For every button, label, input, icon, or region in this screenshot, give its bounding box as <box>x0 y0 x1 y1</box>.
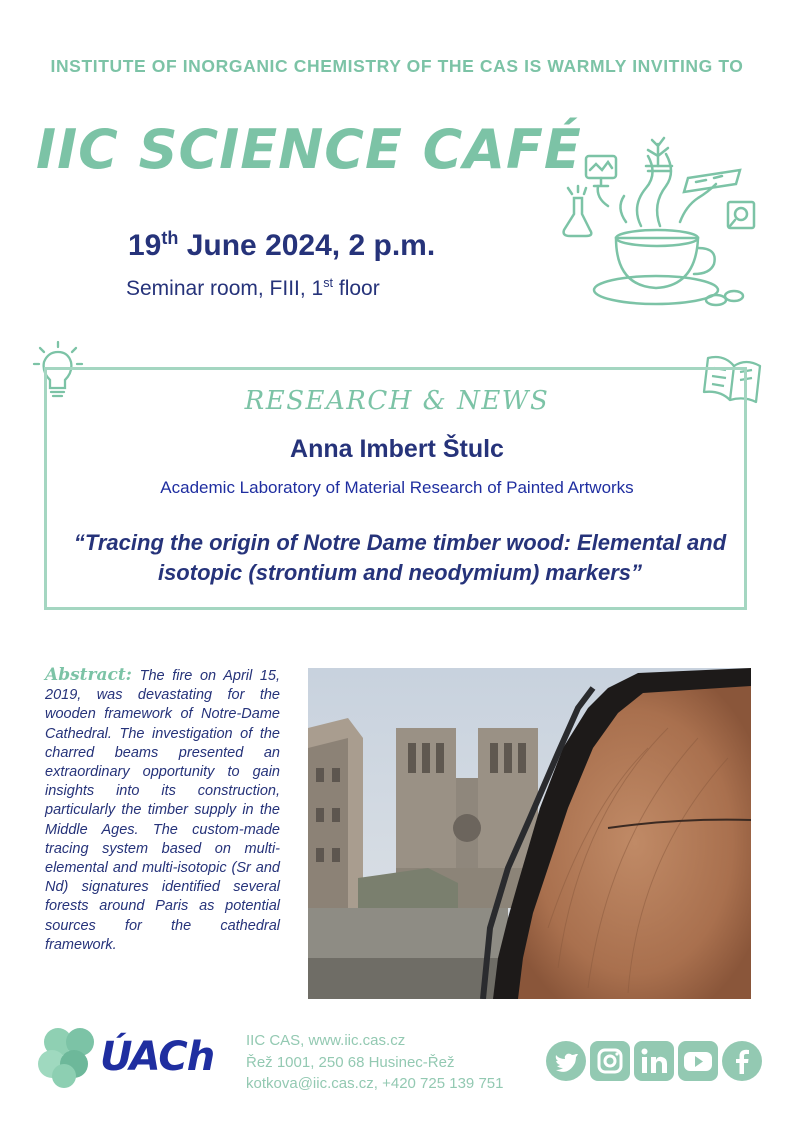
abstract-text: The fire on April 15, 2019, was devastating for the wooden framework of Notre-Dame Cathedral. The investigation of the charred beams presented an extraordinary opportunity to gain insights into its construction, particularly the timber supply in the Middle Ages. The custom-made tracing system based on multi-elemental and multi-isotopic (Sr and Nd) signatures identified several forests around Paris as potential sources for the cathedral framework. <box>45 668 281 953</box>
twitter-icon[interactable] <box>546 1041 586 1081</box>
instagram-icon[interactable] <box>590 1041 630 1081</box>
coffee-science-illustration <box>556 126 766 316</box>
talk-title: “Tracing the origin of Notre Dame timber wood: Elemental and isotopic (strontium and neodymium) markers” <box>73 530 727 585</box>
invite-line: INSTITUTE OF INORGANIC CHEMISTRY OF THE CAS IS WARMLY INVITING TO <box>50 56 744 76</box>
section-title: RESEARCH & NEWS <box>244 386 550 416</box>
contact-email-phone[interactable]: kotkova@iic.cas.cz, +420 725 139 751 <box>246 1075 504 1092</box>
youtube-icon[interactable] <box>678 1041 718 1081</box>
event-room: Seminar room, FIII, 1st floor <box>126 276 380 300</box>
iic-logo-icon <box>36 1024 106 1090</box>
contact-website[interactable]: IIC CAS, www.iic.cas.cz <box>246 1032 406 1049</box>
speaker-affiliation: Academic Laboratory of Material Research of Painted Artworks <box>160 478 634 497</box>
notre-dame-timber-photo <box>308 668 751 999</box>
contact-info <box>246 1030 503 1095</box>
linkedin-icon[interactable] <box>634 1041 674 1081</box>
abstract <box>45 666 280 955</box>
iic-logo-text: ÚACh <box>100 1034 215 1080</box>
speaker-name: Anna Imbert Štulc <box>290 435 504 463</box>
event-date: 19th June 2024, 2 p.m. <box>128 228 436 262</box>
event-title: IIC SCIENCE CAFÉ <box>36 118 582 181</box>
facebook-icon[interactable] <box>722 1041 762 1081</box>
contact-address: Řež 1001, 250 68 Husinec-Řež <box>246 1053 455 1071</box>
abstract-label: Abstract: <box>45 665 132 685</box>
